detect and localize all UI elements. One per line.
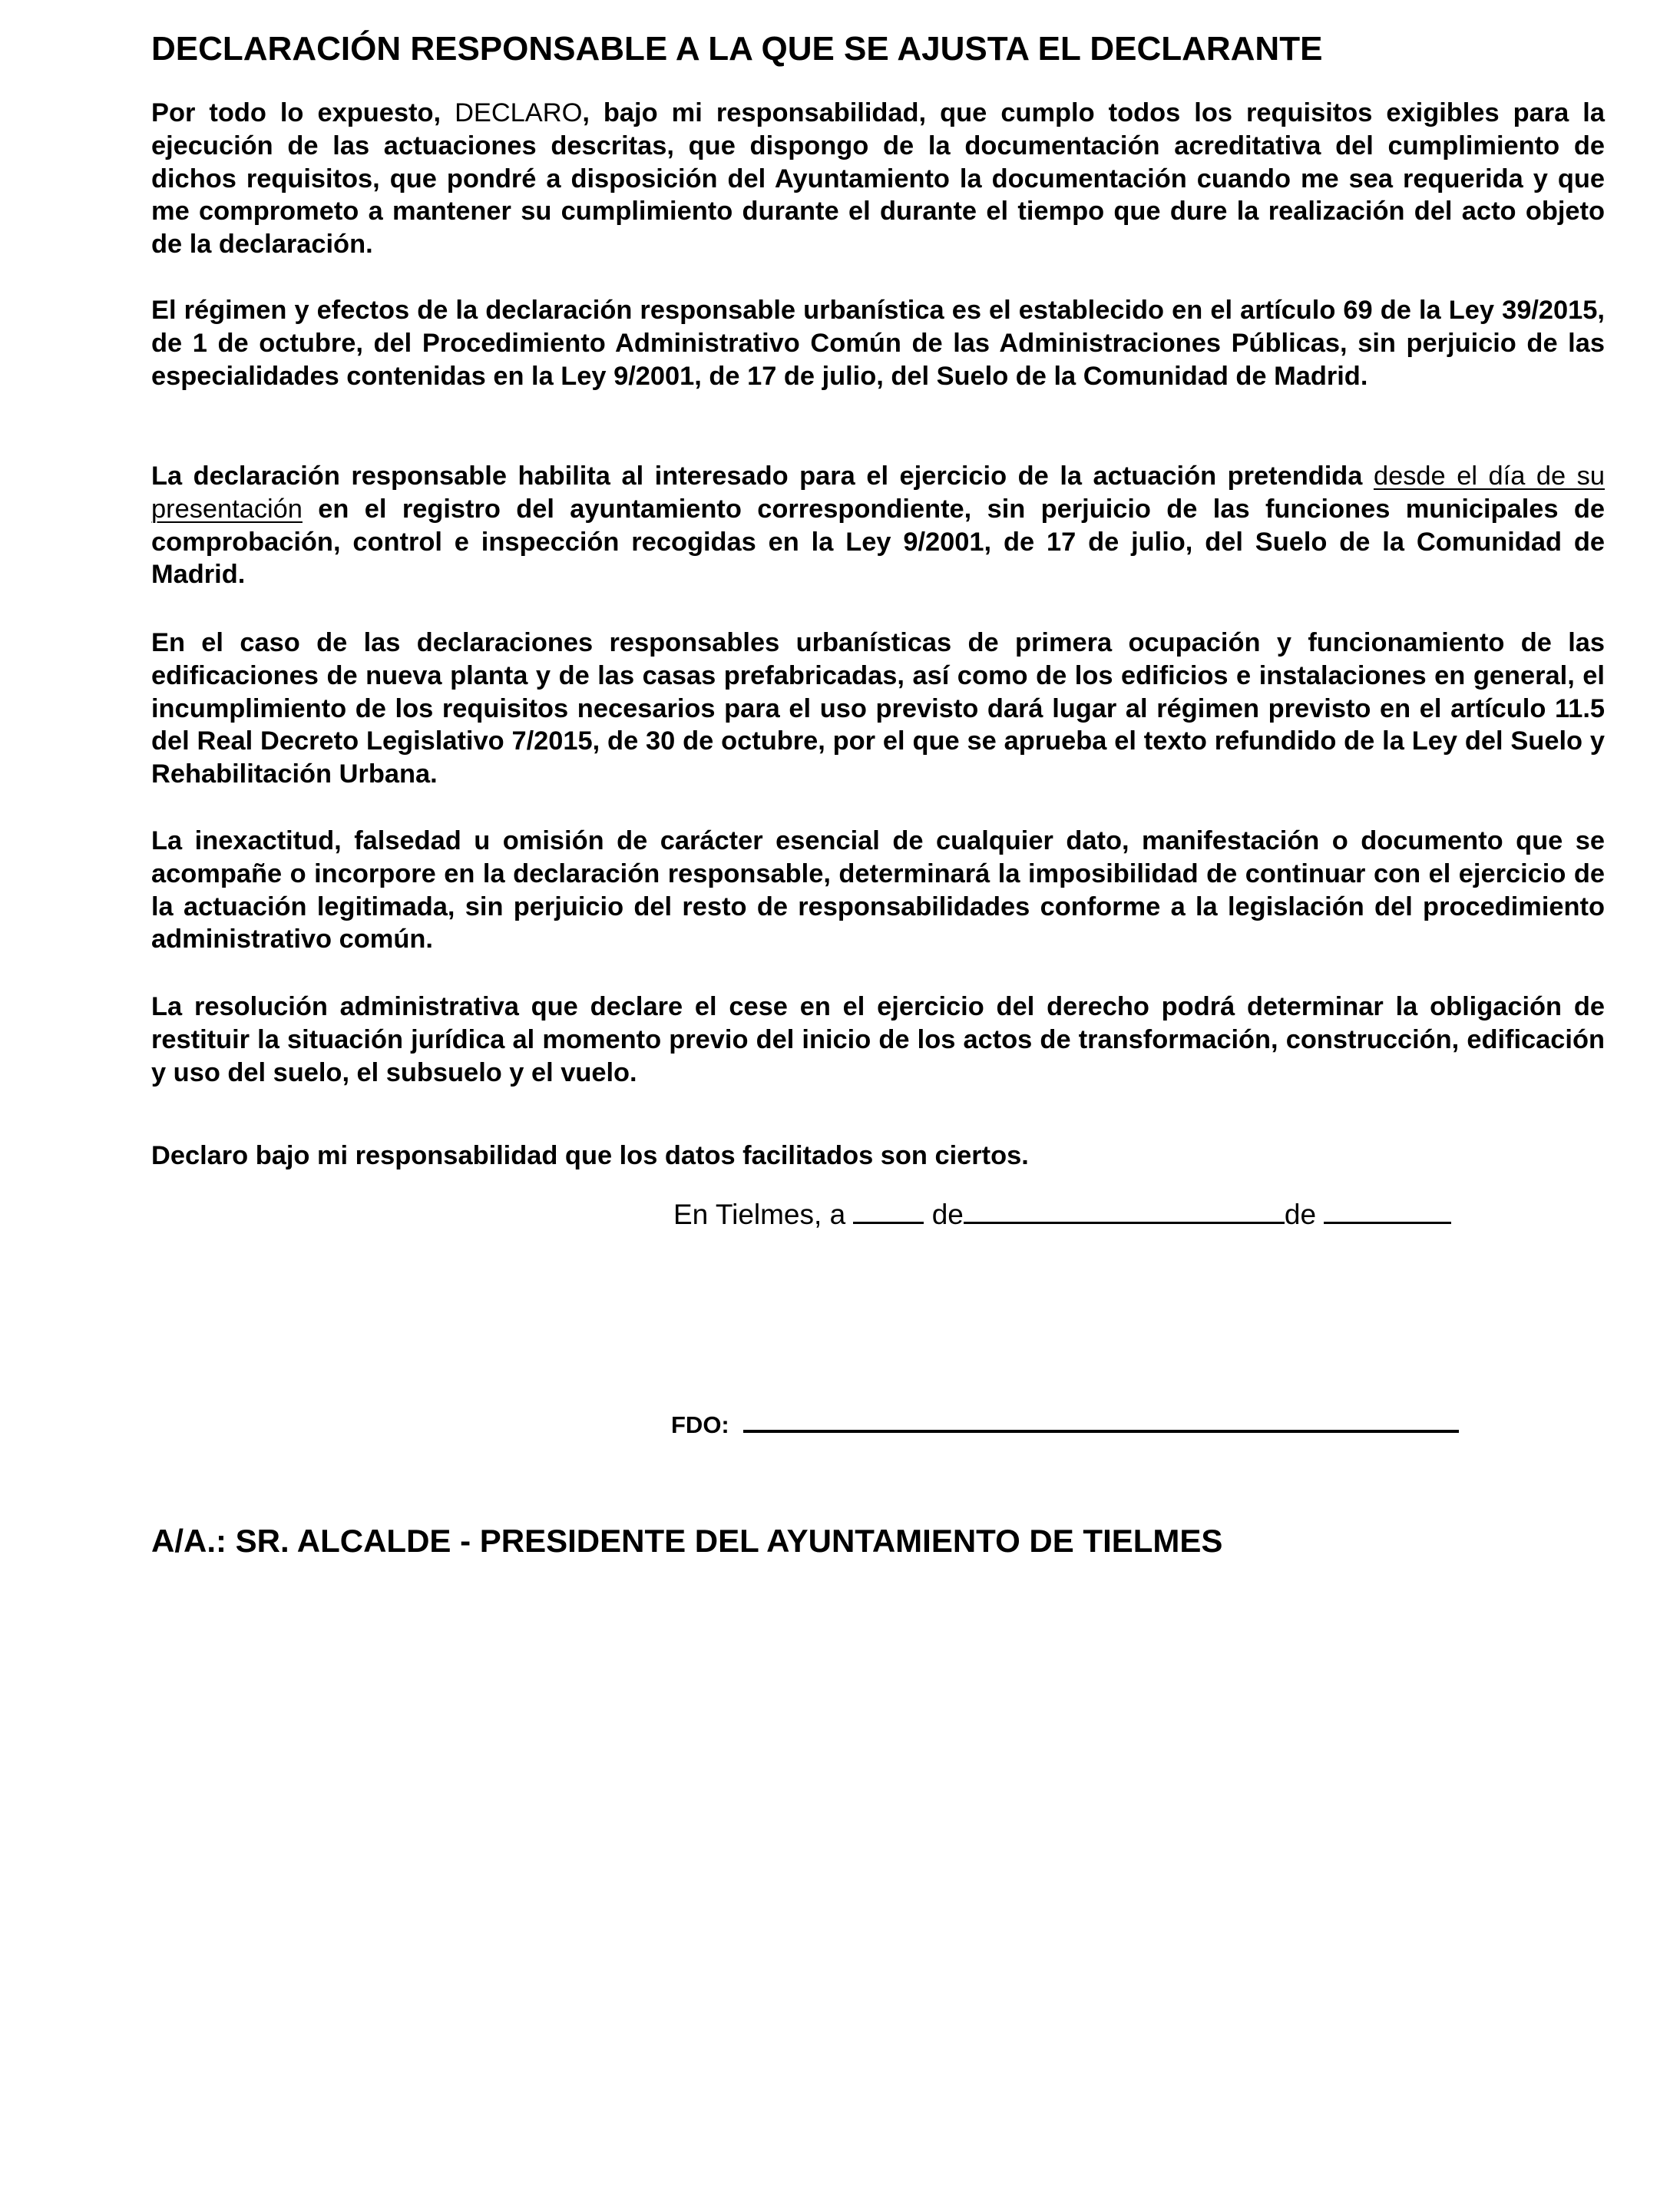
resolution-paragraph: La resolución administrativa que declare el cese en el ejercicio del derecho podrá determinar la obligación de restituir la situación jurídica al momento previo del inicio de los actos de transformación, construcción, edificación y uso del suelo, el subsuelo y el vuelo. — [151, 992, 1605, 1087]
day-blank[interactable] — [853, 1199, 924, 1224]
date-connector-2: de — [1284, 1199, 1317, 1230]
signature-blank[interactable] — [743, 1404, 1459, 1433]
signature-label: FDO: — [671, 1411, 729, 1438]
month-blank[interactable] — [964, 1199, 1285, 1224]
date-place-prefix: En Tielmes, a — [673, 1199, 846, 1230]
addressee: A/A.: SR. ALCALDE - PRESIDENTE DEL AYUNTAMIENTO DE TIELMES — [151, 1523, 1223, 1559]
habilitation-paragraph — [151, 460, 1605, 591]
presentation-date-underlined: desde el día de su presentación — [151, 461, 1605, 524]
inaccuracy-paragraph: La inexactitud, falsedad u omisión de carácter esencial de cualquier dato, manifestación o documento que se acompañe o incorpore en la declaración responsable, determinará la imposibilidad de continuar con el ejercicio de la actuación legitimada, sin perjuicio del resto de responsabilidades conforme a la legislación del procedimiento administrativo común. — [151, 826, 1605, 954]
first-occupation-paragraph: En el caso de las declaraciones responsables urbanísticas de primera ocupación y funcionamiento de las edificaciones de nueva planta y de las casas prefabricadas, así como de los edificios e instalaciones en general, el incumplimiento de los requisitos necesarios para el uso previsto dará lugar al régimen previsto en el artículo 11.5 del Real Decreto Legislativo 7/2015, de 30 de octubre, por el que se aprueba el texto refundido de la Ley del Suelo y Rehabilitación Urbana. — [151, 628, 1605, 789]
date-connector-1: de — [931, 1199, 964, 1230]
paragraph-1-body: , bajo mi responsabilidad, que cumplo todos los requisitos exigibles para la ejecución de las actuaciones descritas, que dispongo de la documentación acreditativa del cumplimiento de dichos requisitos, que pondré a disposición del Ayuntamiento la documentación cuando me sea requerida y que me comprometo a mantener su cumplimiento durante el durante el tiempo que dure la realización del acto objeto de la declaración. — [151, 98, 1605, 260]
paragraph-3-body: en el registro del ayuntamiento correspondiente, sin perjuicio de las funciones municipales de comprobación, control e inspección recogidas en la Ley 9/2001, de 17 de julio, del Suelo de la Comunidad de Madrid. — [151, 494, 1605, 590]
date-line — [673, 1196, 1451, 1233]
truth-statement: Declaro bajo mi responsabilidad que los datos facilitados son ciertos. — [151, 1141, 1029, 1170]
regime-paragraph: El régimen y efectos de la declaración responsable urbanística es el establecido en el artículo 69 de la Ley 39/2015, de 1 de octubre, del Procedimiento Administrativo Común de las Administraciones Públicas, sin perjuicio de las especialidades contenidas en la Ley 9/2001, de 17 de julio, del Suelo de la Comunidad de Madrid. — [151, 296, 1605, 391]
declaration-paragraph — [151, 97, 1605, 261]
paragraph-3-intro: La declaración responsable habilita al interesado para el ejercicio de la actuación pretendida — [151, 461, 1374, 491]
document-title: DECLARACIÓN RESPONSABLE A LA QUE SE AJUSTA EL DECLARANTE — [151, 30, 1323, 68]
signature-line — [671, 1404, 1459, 1442]
year-blank[interactable] — [1324, 1199, 1451, 1224]
declaro-keyword: DECLARO — [455, 98, 583, 127]
paragraph-1-intro: Por todo lo expuesto, — [151, 98, 455, 127]
